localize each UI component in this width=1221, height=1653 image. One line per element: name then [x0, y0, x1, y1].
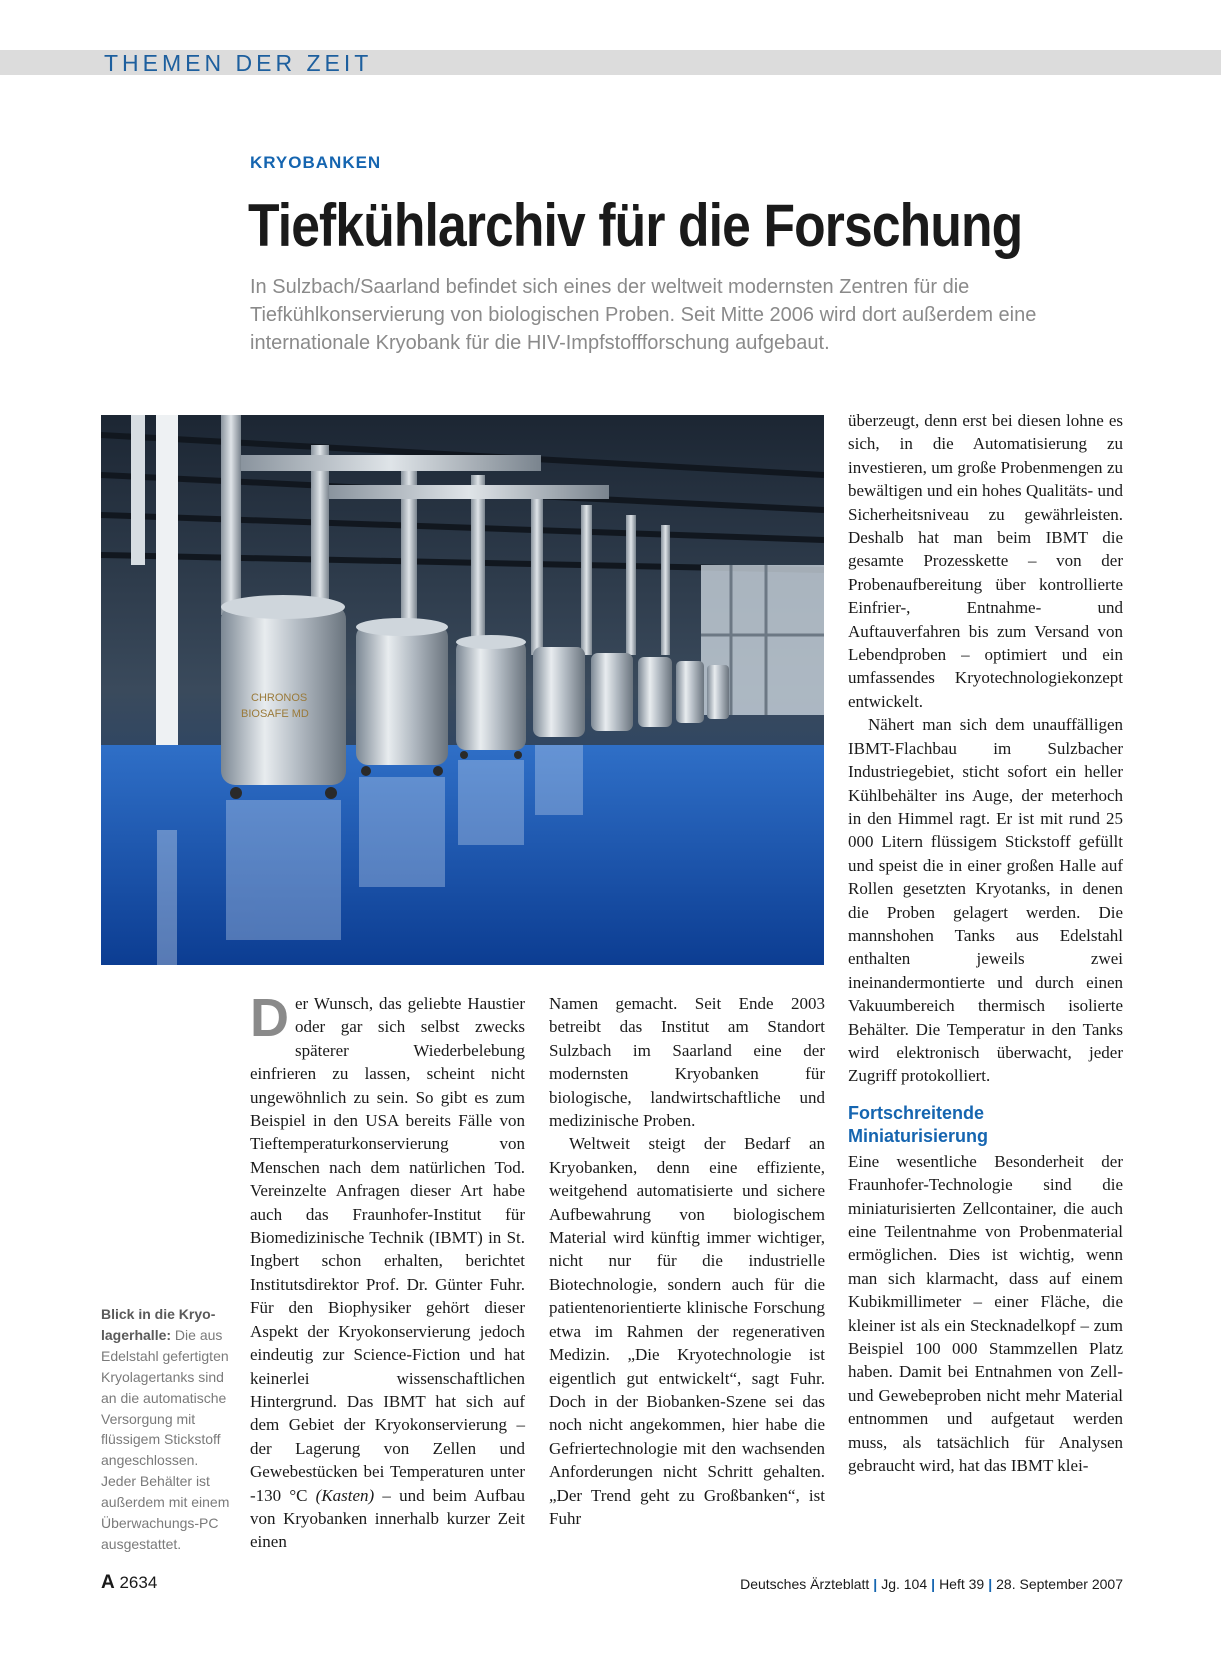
journal-footer: Deutsches Ärzteblatt | Jg. 104 | Heft 39 | 28. September 2007	[740, 1576, 1123, 1592]
paragraph: Nähert man sich dem unauffälligen IBMT-Flachbau im Sulzbacher Industriegebiet, sticht sofort ein heller Kühlbehälter ins Auge, der meterhoch in den Himmel ragt. Er ist mit rund 25 000 Litern flüssigem Stickstoff gefüllt und speist die in einer großen Halle auf Rollen gesetzten Kryotanks, in denen die Proben gelagert werden. Die mannshohen Tanks aus Edelstahl enthalten jeweils zwei ineinandermontierte und durch einen Vakuumbereich thermisch isolierte Behälter. Die Temperatur in den Tanks wird elektronisch überwacht, jeder Zugriff protokolliert.	[848, 715, 1123, 1086]
paragraph: überzeugt, denn erst bei diesen lohne es sich, in die Automatisierung zu investieren, um große Probenmengen zu bewältigen und ein hohes Qualitäts- und Sicherheitsniveau zu gewährleisten. Deshalb hat man beim IBMT die gesamte Prozesskette – von der Probenaufbereitung über kontrollierte Einfrier-, Entnahme- und Auftauverfahren bis zum Versand von Lebendproben – optimiert und ein umfassendes Kryotechnologiekonzept entwickelt.	[848, 411, 1123, 711]
journal-volume: Jg. 104	[881, 1576, 928, 1592]
journal-date: 28. September 2007	[996, 1576, 1123, 1592]
cryo-hall-photo	[101, 415, 824, 965]
page-prefix: A	[101, 1572, 115, 1593]
text-column-3	[848, 409, 1123, 1477]
paragraph: Eine wesentliche Besonderheit der Fraunhofer-Technologie sind die miniaturisierten Zellcontainer, die auch eine Teilentnahme von Probenmaterial ermöglichen. Dies ist wichtig, wenn man sich klarmacht, dass auf einem Kubikmillimeter – einer Fläche, die kleiner ist als ein Stecknadelkopf – zum Beispiel 100 000 Stammzellen Platz haben. Damit bei Entnahmen von Zell- und Gewebeproben nicht mehr Material entnommen und aufgetaut werden muss, als tatsächlich für Analysen gebraucht wird, hat das IBMT klei-	[848, 1151, 1123, 1476]
photo-caption	[101, 1304, 236, 1555]
paragraph: Namen gemacht. Seit Ende 2003 betreibt das Institut am Standort Sulzbach im Saarland eine der modernsten Kryobanken für biologische, landwirtschaftliche und medizinische Proben.	[549, 994, 825, 1131]
page-number-value: 2634	[119, 1573, 158, 1592]
tank-label: CHRONOS	[251, 692, 308, 704]
subheading	[848, 1102, 1123, 1148]
kasten-reference: (Kasten)	[315, 1485, 375, 1505]
subheading-line-1: Fortschreitende	[848, 1102, 985, 1123]
journal-issue: Heft 39	[939, 1576, 985, 1592]
paragraph-end: – und beim Aufbau von Kryobanken innerhalb kurzer Zeit einen	[250, 1485, 525, 1552]
paragraph: er Wunsch, das geliebte Haustier oder gar sich selbst zwecks späterer Wiederbelebung einfrieren zu lassen, scheint nicht ungewöhnlich zu sein. So gibt es zum Beispiel in den USA bereits Fälle von Tieftemperaturkonservierung von Menschen nach dem natürlichen Tod. Vereinzelte Anfragen dieser Art habe auch das Fraunhofer-Institut für Biomedizinische Technik (IBMT) in St. Ingbert schon erhalten, berichtet Institutsdirektor Prof. Dr. Günter Fuhr. Für den Biophysiker gehört dieser Aspekt der Kryokonservierung jedoch eindeutig zur Science-Fiction und hat keinerlei wissenschaftlichen Hintergrund. Das IBMT hat sich auf dem Gebiet der Kryokonservierung – der Lagerung von Zellen und Gewebestücken bei Temperaturen unter -130 °C	[250, 994, 525, 1505]
section-label: THEMEN DER ZEIT	[104, 50, 373, 76]
article-kicker: KRYOBANKEN	[250, 153, 382, 172]
paragraph: Weltweit steigt der Bedarf an Kryobanken, denn eine effiziente, weitgehend automatisierte und sichere Aufbewahrung von biologischem Material wird künftig immer wichtiger, nicht nur für die industrielle Biotechnologie, sondern auch für die patientenorientierte klinische Forschung etwa im Rahmen der regenerativen Medizin. „Die Kryotechnologie ist eigentlich gut entwickelt“, sagt Fuhr. Doch in der Biobanken-Szene sei das noch nicht angekommen, hier habe die Gefriertechnologie mit den wachsenden Anforderungen nicht Schritt gehalten. „Der Trend geht zu Großbanken“, ist Fuhr	[549, 1134, 825, 1528]
subheading-line-2: Miniaturisierung	[848, 1125, 989, 1146]
article-title: Tiefkühlarchiv für die Forschung	[248, 192, 1023, 259]
caption-title: Blick in die Kryolagerhalle:	[101, 1306, 216, 1343]
article-lead: In Sulzbach/Saarland befindet sich eines der weltweit modernsten Zentren für die Tiefkühlkonservierung von biologischen Proben. Seit Mitte 2006 wird dort außerdem eine internationale Kryobank für die HIV-Impfstoffforschung aufgebaut.	[250, 276, 1037, 354]
dropcap: D	[250, 988, 289, 1048]
caption-text: Die aus Edelstahl gefertigten Kryolagertanks sind an die automatische Versorgung mit flüssigem Stickstoff angeschlossen. Jeder Behälter ist außerdem mit einem Überwachungs-PC ausgestattet.	[101, 1326, 230, 1552]
text-column-2	[549, 992, 825, 1530]
page-number	[101, 1572, 157, 1594]
tank-label: BIOSAFE MD	[241, 708, 309, 720]
text-column-1	[250, 988, 525, 1554]
journal-name: Deutsches Ärzteblatt	[740, 1576, 870, 1592]
